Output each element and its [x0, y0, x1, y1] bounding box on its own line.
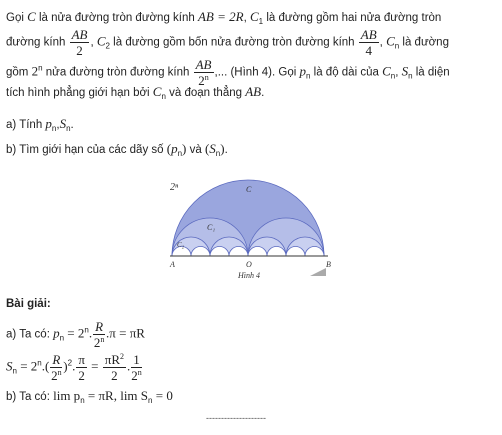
figure-caption: Hình 4: [238, 271, 260, 280]
divider: --------------------: [206, 413, 266, 423]
fraction-AB-2: $\frac{AB}{2}$: [71, 27, 88, 58]
math-p: p: [299, 63, 306, 79]
text: tích hình phẳng giới hạn bởi: [6, 87, 153, 99]
math-S: S: [401, 63, 409, 79]
label-C2: C₂: [177, 241, 185, 249]
math-AB-2R: AB = 2R: [197, 9, 244, 24]
math-C1: C: [250, 9, 259, 24]
label-C: C: [246, 185, 252, 194]
label-C1: C₁: [207, 223, 216, 232]
label-A: A: [170, 260, 175, 269]
watermark-mark: [310, 268, 326, 276]
problem-line-2: [6, 28, 449, 57]
text: và đoạn thẳng: [165, 87, 246, 99]
solution-a-S: $S_n = 2^n$.( $\frac{R}{2^n}$ )$^2$. $\frac{\pi}{2}$ = $\frac{\pi R^2}{2}$ . $\frac{1}{2^n}$: [6, 352, 142, 383]
question-a: a) Tính $p_n,S_n$.: [6, 116, 74, 133]
text: ,: [379, 36, 383, 49]
solution-a-p: a) Ta có: $p_n = 2^n$. $\frac{R}{2^n}$ .π = πR: [6, 319, 145, 350]
text: ,: [243, 12, 247, 24]
text: ,: [90, 36, 94, 49]
text: là đường gồm hai nửa đường tròn: [263, 12, 442, 24]
text: là diện: [412, 66, 450, 79]
label-O: O: [246, 260, 252, 269]
problem-line-3: gồm 2$^n$ nửa đường tròn đường kính $\frac{AB}{2^n}$ ,... (Hình 4). Gọi $p_n$ là độ dài của $C_n$, $S_n$ là diện: [6, 57, 450, 88]
math-C: C: [27, 9, 36, 24]
subscript: 2: [105, 41, 110, 51]
text: nửa đường tròn đường kính: [42, 66, 193, 79]
superscript: n: [38, 63, 43, 73]
figure-hinh-4: [160, 172, 340, 284]
fraction-AB-4: $\frac{AB}{4}$: [360, 27, 377, 58]
fraction-AB-2n: $\frac{AB}{2^n}$: [195, 57, 212, 88]
question-b: b) Tìm giới hạn của các dãy số $(p_n)$ và $(S_n)$.: [6, 141, 228, 158]
text: ,... (Hình 4). Gọi: [214, 66, 300, 79]
math-AB: AB: [245, 84, 262, 99]
text: là đường: [399, 36, 449, 49]
figure-corner-label: 2ⁿ: [170, 182, 179, 193]
text: là đường gồm bốn nửa đường tròn đường kính: [109, 36, 358, 49]
text: đường kính: [6, 36, 69, 49]
text: là độ dài của: [310, 66, 383, 79]
subscript: 1: [258, 17, 264, 26]
fraction-R-2n: $\frac{R}{2^n}$: [93, 319, 105, 350]
solution-b: b) Ta có: $\lim p_n = \pi R$, $\lim S_n = 0$: [6, 388, 173, 405]
math-Cn: C: [386, 33, 395, 49]
problem-line-1: [6, 9, 441, 26]
text: gồm: [6, 66, 32, 79]
semicircle-diagram: [160, 172, 340, 284]
math-2: 2: [31, 63, 39, 79]
text: Gọi: [6, 12, 28, 24]
label-B: B: [326, 260, 331, 269]
subscript: n: [394, 41, 400, 51]
solution-heading: Bài giải:: [6, 298, 51, 310]
math-C2: C: [96, 33, 106, 49]
text: là nửa đường tròn đường kính: [35, 12, 198, 24]
problem-line-4: tích hình phẳng giới hạn bởi $C_n$ và đoạn thẳng AB.: [6, 84, 265, 101]
